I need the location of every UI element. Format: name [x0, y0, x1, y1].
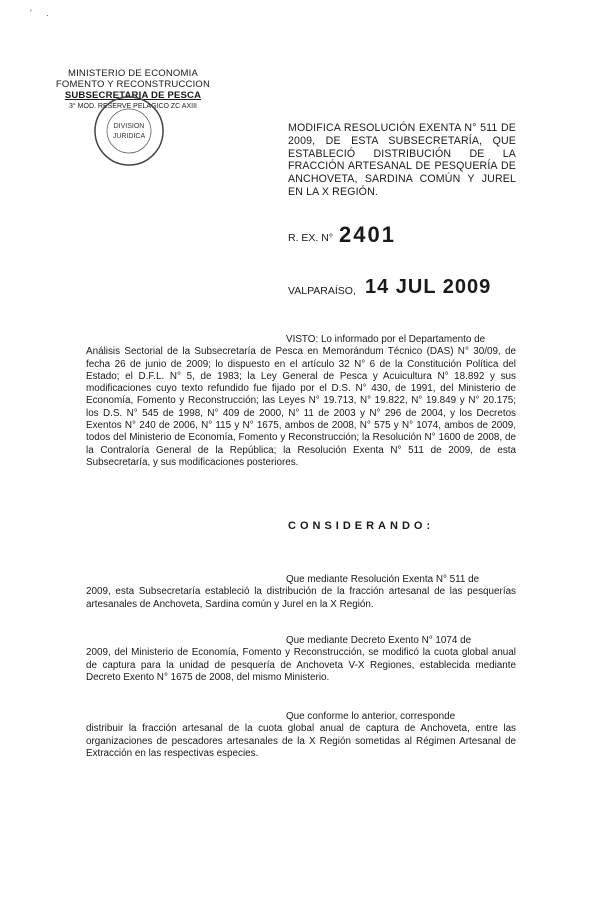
visto-lead: VISTO: Lo informado por el Departamento de — [286, 334, 486, 345]
considerando-2 — [86, 635, 516, 684]
c1-lead: Que mediante Resolución Exenta N° 511 de — [286, 574, 480, 585]
resolution-title: MODIFICA RESOLUCIÓN EXENTA N° 511 DE 2009, DE ESTA SUBSECRETARÍA, QUE ESTABLECIÓ DISTRIBUCIÓN DE LA FRACCIÓN ARTESANAL DE PESQUERÍA DE ANCHOVETA, SARDINA COMÚN Y JUREL EN LA X REGIÓN. — [288, 122, 516, 198]
c3-lead: Que conforme lo anterior, corresponde — [286, 711, 456, 722]
place-label: VALPARAÍSO, — [288, 285, 356, 297]
ministry-subtitle: FOMENTO Y RECONSTRUCCION — [55, 79, 211, 90]
juridica-stamp — [92, 94, 166, 168]
date-stamp: 14 JUL 2009 — [365, 276, 492, 298]
ministry-ref-line: 3° MOD. RESERVE PELAGICO ZC AXIII — [69, 103, 197, 110]
corner-marks: ' . — [30, 8, 55, 18]
rex-label: R. EX. N° — [288, 232, 334, 244]
ministry-name: MINISTERIO DE ECONOMIA — [67, 68, 199, 79]
visto-text: Análisis Sectorial de la Subsecretaría de Pesca en Memorándum Técnico (DAS) N° 30/09, de fecha 26 de junio de 2009; lo dispuesto en el artículo 32 N° 6 de la Constitución Política del Estado; el D.F.L. N° 5, de 1983; la Ley General de Pesca y Acuicultura N° 18.892 y sus modificaciones cuyo texto refundido fue fijado por el D.S. N° 430, de 1991, del Ministerio de Economía, Fomento y Reconstrucción; las Leyes N° 19.713, N° 19.822, N° 19.849 y N° 20.175; los D.S. N° 545 de 1998, N° 409 de 2000, N° 11 de 2003 y N° 296 de 2004, y los Decretos Exentos N° 240 de 2006, N° 115 y N° 1675, ambos de 2008, N° 575 y N° 1074, ambos de 2009, todos del Ministerio de Economía, Fomento y Reconstrucción; la Resolución N° 1600 de 2008, de la Contraloría General de la República; la Resolución Exenta N° 511 de 2009, de esta Subsecretaría, y sus modificaciones posteriores. — [86, 346, 516, 468]
c2-text: 2009, del Ministerio de Economía, Fomento y Reconstrucción, se modificó la cuota global anual de captura para la unidad de pesquería de Anchoveta V-X Regiones, establecida mediante Decreto Exento N° 1675 de 2008, del mismo Ministerio. — [86, 647, 516, 683]
considerando-1 — [86, 574, 516, 611]
c3-text: distribuir la fracción artesanal de la cuota global anual de captura de Anchoveta, entre las organizaciones de pescadores artesanales de la X Región sometidas al Régimen Artesanal de Extracción en las respectivas especies. — [86, 723, 516, 759]
rex-number: 2401 — [339, 222, 396, 247]
considerando-3 — [86, 711, 516, 760]
visto-paragraph — [86, 334, 516, 469]
considerando-heading: CONSIDERANDO: — [288, 520, 435, 532]
subsecretaria-name: SUBSECRETARIA DE PESCA — [64, 90, 202, 101]
c1-text: 2009, esta Subsecretaría estableció la distribución de la fracción artesanal de las pesquerías artesanales de Anchoveta, Sardina común y Jurel en la X Región. — [86, 586, 516, 610]
svg-text:DIVISION: DIVISION — [113, 123, 145, 130]
svg-text:JURIDICA: JURIDICA — [112, 133, 146, 140]
c2-lead: Que mediante Decreto Exento N° 1074 de — [286, 635, 472, 646]
